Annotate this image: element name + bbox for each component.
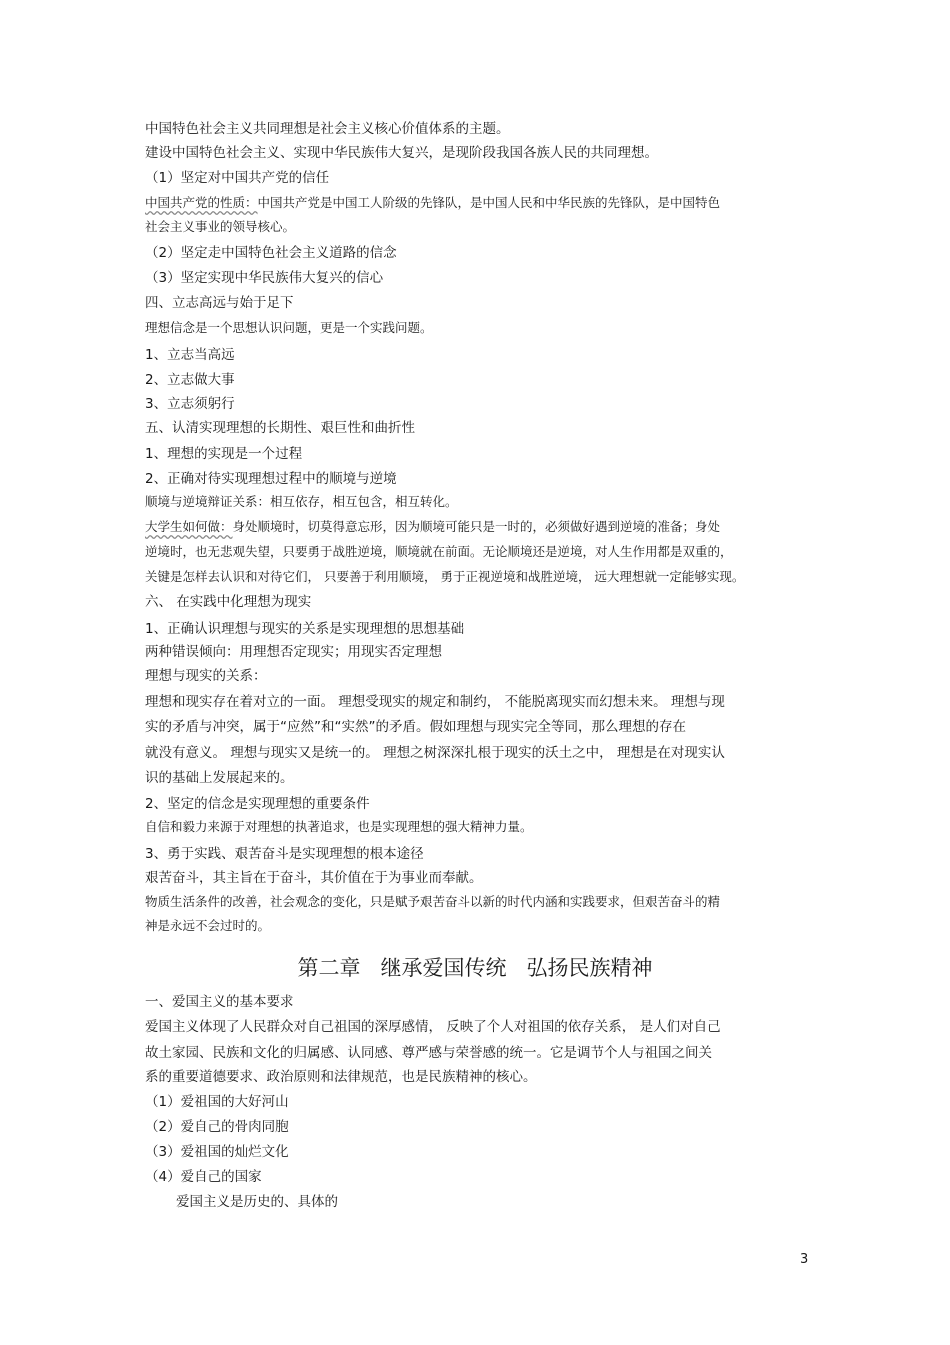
- list-item: （1）爱祖国的大好河山: [145, 1094, 289, 1110]
- text-line: （3）坚定实现中华民族伟大复兴的信心: [145, 270, 384, 286]
- list-item: 3、勇于实践、艰苦奋斗是实现理想的根本途径: [145, 846, 424, 862]
- text-line: 就没有意义。 理想与现实又是统一的。 理想之树深深扎根于现实的沃土之中， 理想是在对现实认: [145, 745, 725, 761]
- text-line: 理想和现实存在着对立的一面。 理想受现实的规定和制约， 不能脱离现实而幻想未来。 理想与现: [145, 694, 725, 710]
- list-item: （4）爱自己的国家: [145, 1169, 262, 1185]
- text-line: 理想与现实的关系：: [145, 668, 267, 684]
- text-line: 系的重要道德要求、政治原则和法律规范，也是民族精神的核心。: [145, 1069, 537, 1085]
- text-line: 逆境时，也无悲观失望，只要勇于战胜逆境，顺境就在前面。无论顺境还是逆境，对人生作用都是双重的，: [145, 544, 733, 559]
- underlined-term: 中国共产党的性质：: [145, 195, 258, 210]
- section-heading: 四、立志高远与始于足下: [145, 295, 294, 311]
- text-line: 爱国主义体现了人民群众对自己祖国的深厚感情， 反映了个人对祖国的依存关系， 是人们对自己: [145, 1019, 721, 1035]
- text-line: 社会主义事业的领导核心。: [145, 219, 296, 234]
- text-line: 艰苦奋斗，其主旨在于奋斗，其价值在于为事业而奉献。: [145, 870, 483, 886]
- text-line: 故土家园、民族和文化的归属感、认同感、尊严感与荣誉感的统一。它是调节个人与祖国之间关: [145, 1045, 712, 1061]
- list-item: 1、理想的实现是一个过程: [145, 446, 303, 462]
- text-line: （2）坚定走中国特色社会主义道路的信念: [145, 245, 397, 261]
- list-item: 3、立志须躬行: [145, 396, 235, 412]
- section-heading: 一、爱国主义的基本要求: [145, 994, 294, 1010]
- page-number: 3: [800, 1252, 809, 1267]
- text-line: 建设中国特色社会主义、实现中华民族伟大复兴，是现阶段我国各族人民的共同理想。: [145, 145, 658, 161]
- list-item: 2、立志做大事: [145, 372, 235, 388]
- underlined-term: 大学生如何做：: [145, 519, 233, 534]
- list-item: （3）爱祖国的灿烂文化: [145, 1144, 289, 1160]
- list-item: （2）爱自己的骨肉同胞: [145, 1119, 289, 1135]
- text-line: （1）坚定对中国共产党的信任: [145, 170, 330, 186]
- text-line: 关键是怎样去认识和对待它们， 只要善于利用顺境， 勇于正视逆境和战胜逆境， 远大理想就一定能够实现。: [145, 569, 745, 584]
- section-heading: 五、认清实现理想的长期性、艰巨性和曲折性: [145, 420, 415, 436]
- text-line: 实的矛盾与冲突，属于“应然”和“实然”的矛盾。假如理想与现实完全等同，那么理想的存在: [145, 719, 686, 735]
- list-item: 2、正确对待实现理想过程中的顺境与逆境: [145, 471, 397, 487]
- text-line: 顺境与逆境辩证关系：相互依存，相互包含，相互转化。: [145, 494, 458, 509]
- list-item: 1、正确认识理想与现实的关系是实现理想的思想基础: [145, 621, 465, 637]
- text-line: 两种错误倾向：用理想否定现实；用现实否定理想: [145, 644, 442, 660]
- text-line: 物质生活条件的改善，社会观念的变化，只是赋予艰苦奋斗以新的时代内涵和实践要求，但艰苦奋斗的精: [145, 894, 721, 909]
- text-line: 神是永远不会过时的。: [145, 918, 271, 933]
- text-span: 中国共产党是中国工人阶级的先锋队，是中国人民和中华民族的先锋队，是中国特色: [257, 195, 721, 210]
- text-line: 自信和毅力来源于对理想的执著追求，也是实现理想的强大精神力量。: [145, 819, 533, 834]
- text-line: 中国特色社会主义共同理想是社会主义核心价值体系的主题。: [145, 121, 510, 137]
- list-item: 1、立志当高远: [145, 347, 235, 363]
- text-line: [145, 195, 720, 211]
- text-line: 识的基础上发展起来的。: [145, 770, 294, 786]
- text-line: [145, 519, 720, 535]
- section-heading: 六、 在实践中化理想为现实: [145, 594, 312, 610]
- text-line: 理想信念是一个思想认识问题，更是一个实践问题。: [145, 320, 433, 335]
- text-span: 身处顺境时，切莫得意忘形，因为顺境可能只是一时的，必须做好遇到逆境的准备；身处: [232, 519, 721, 534]
- text-line: 爱国主义是历史的、具体的: [176, 1194, 338, 1210]
- chapter-title: 第二章 继承爱国传统 弘扬民族精神: [297, 956, 653, 980]
- list-item: 2、坚定的信念是实现理想的重要条件: [145, 796, 370, 812]
